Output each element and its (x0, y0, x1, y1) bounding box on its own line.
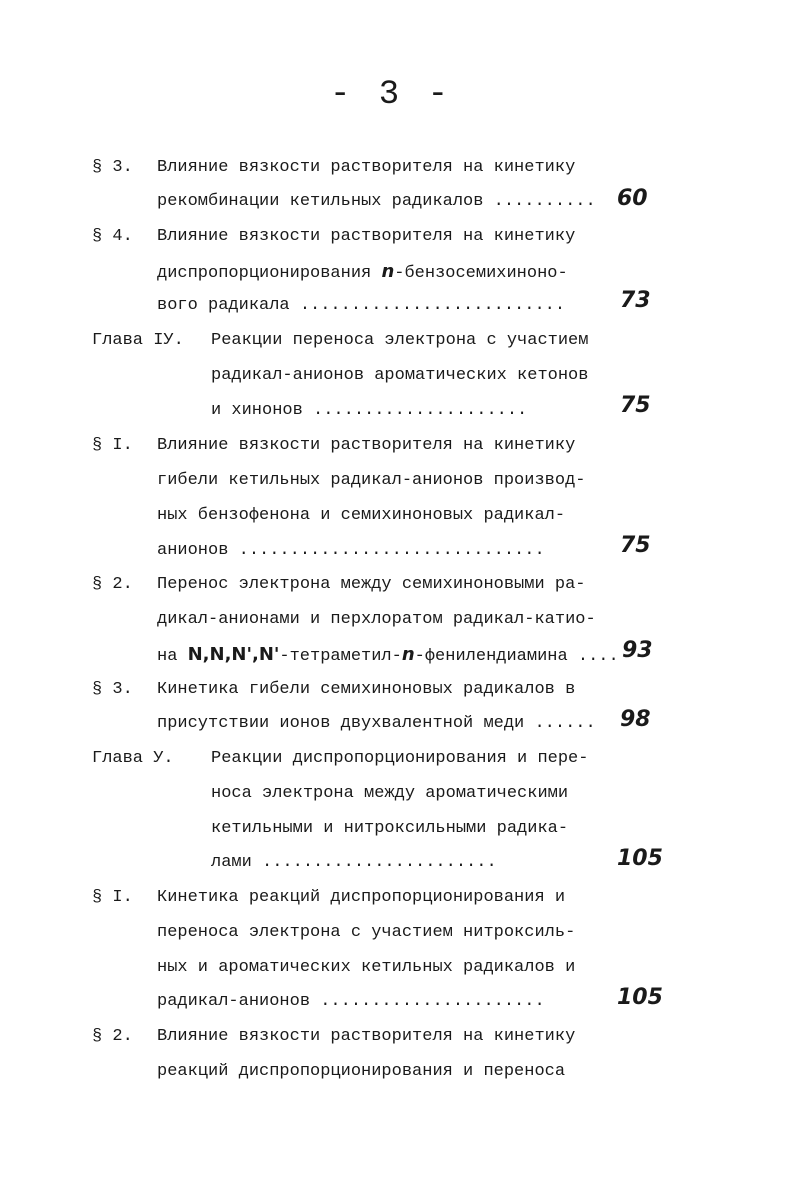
toc-entry-text: Кинетика реакций диспропорционирования и (157, 888, 566, 907)
toc-entry-text: Кинетика гибели семихиноновых радикалов в (157, 680, 576, 699)
toc-entry-text: вого радикала .......................... (157, 296, 566, 315)
toc-entry-text: и хинонов ..................... (211, 401, 528, 420)
toc-entry-text: Влияние вязкости растворителя на кинетику (157, 1027, 576, 1046)
toc-page-number: 73 (620, 288, 651, 313)
handwritten-symbol: n (401, 644, 415, 665)
toc-page-number: 60 (617, 186, 648, 211)
toc-entry-label: § I. (92, 436, 133, 455)
toc-text-part: -тетраметил- (279, 647, 402, 666)
toc-entry-text: ных бензофенона и семихиноновых радикал- (157, 506, 566, 525)
toc-entry-text: реакций диспропорционирования и переноса (157, 1062, 566, 1081)
toc-entry-text: ных и ароматических кетильных радикалов и (157, 958, 576, 977)
toc-text-part: -фенилендиамина .... (414, 647, 619, 666)
toc-entry-text (157, 261, 568, 285)
toc-entry-text: носа электрона между ароматическими (211, 784, 569, 803)
toc-page-number: 105 (617, 985, 663, 1010)
toc-entry-text: гибели кетильных радикал-анионов производ- (157, 471, 586, 490)
toc-entry-text: Реакции переноса электрона с участием (211, 331, 589, 350)
toc-entry-text: радикал-анионов ароматических кетонов (211, 366, 589, 385)
page-number: - 3 - (330, 76, 453, 114)
toc-entry-text: Влияние вязкости растворителя на кинетику (157, 436, 576, 455)
chapter-label: Глава IУ. (92, 331, 184, 350)
toc-entry-text (157, 644, 619, 668)
toc-entry-text: кетильными и нитроксильными радика- (211, 819, 569, 838)
toc-entry-text: Влияние вязкости растворителя на кинетику (157, 227, 576, 246)
toc-entry-text: Реакции диспропорционирования и пере- (211, 749, 589, 768)
toc-page-number: 93 (622, 638, 653, 663)
toc-page-number: 75 (620, 393, 651, 418)
toc-text-part: на (157, 647, 188, 666)
toc-entry-text: лами ....................... (211, 853, 497, 872)
toc-page-number: 105 (617, 846, 663, 871)
toc-entry-text: Влияние вязкости растворителя на кинетику (157, 158, 576, 177)
toc-entry-text: радикал-анионов ...................... (157, 992, 545, 1011)
handwritten-symbol: n (381, 261, 395, 282)
toc-entry-text: анионов .............................. (157, 541, 545, 560)
toc-entry-label: § 4. (92, 227, 133, 246)
toc-entry-text: переноса электрона с участием нитроксиль- (157, 923, 576, 942)
toc-entry-label: § 3. (92, 158, 133, 177)
toc-text-part: диспропорционирования (157, 264, 382, 283)
chapter-label: Глава У. (92, 749, 174, 768)
toc-page-number: 98 (620, 707, 651, 732)
toc-page-number: 75 (620, 533, 651, 558)
toc-entry-text: Перенос электрона между семихиноновыми ра- (157, 575, 586, 594)
toc-entry-label: § 2. (92, 575, 133, 594)
toc-entry-label: § I. (92, 888, 133, 907)
toc-text-part: -бензосемихиноно- (394, 264, 568, 283)
toc-entry-label: § 2. (92, 1027, 133, 1046)
toc-entry-label: § 3. (92, 680, 133, 699)
toc-entry-text: рекомбинации кетильных радикалов .......... (157, 192, 596, 211)
handwritten-formula: N,N,N',N' (187, 644, 280, 665)
toc-entry-text: присутствии ионов двухвалентной меди ...... (157, 714, 596, 733)
toc-entry-text: дикал-анионами и перхлоратом радикал-катио- (157, 610, 596, 629)
